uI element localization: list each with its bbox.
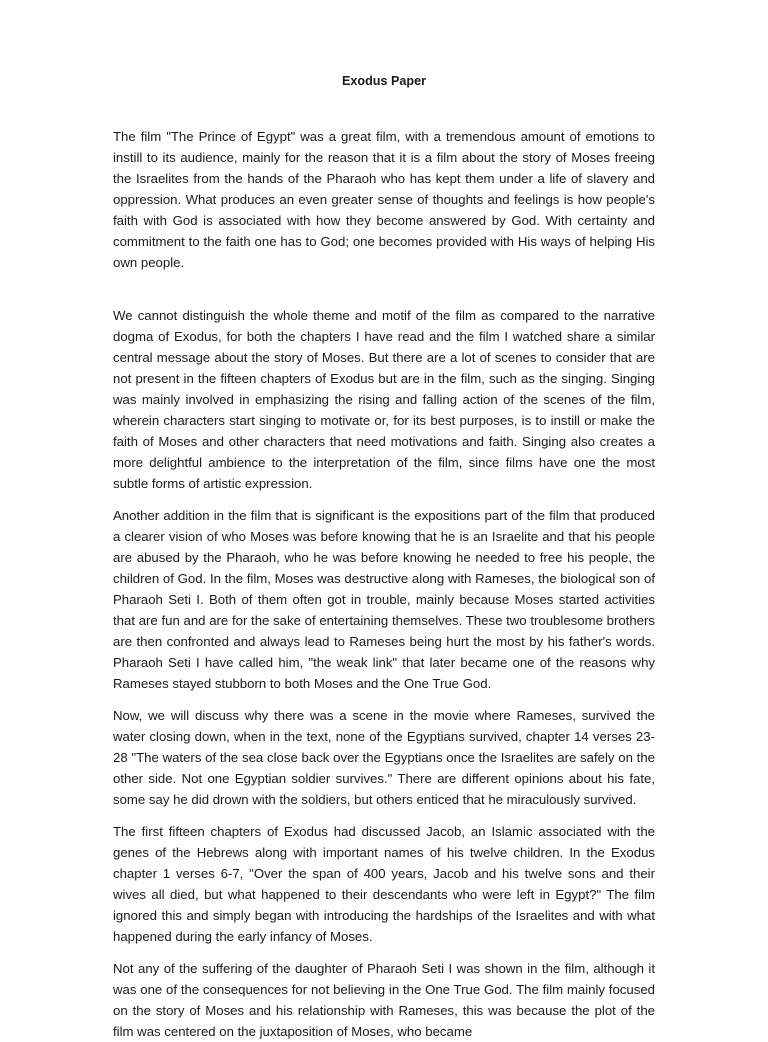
paragraph-3: Another addition in the film that is significant is the expositions part of the film that produced a clearer vision of who Moses was before knowing that he is an Israelite and that his people are abused by the Pharaoh, who he was before knowing he needed to free his people, the children of God. In the film, Moses was destructive along with Rameses, the biological son of Pharaoh Seti I. Both of them often got in trouble, mainly because Moses started activities that are fun and are for the sake of entertaining themselves. These two troublesome brothers are then confronted and always lead to Rameses being hurt the most by his father's words. Pharaoh Seti I have called him, "the weak link" that later became one of the reasons why Rameses stayed stubborn to both Moses and the One True God. <box>113 508 655 691</box>
paragraph-6: Not any of the suffering of the daughter of Pharaoh Seti I was shown in the film, although it was one of the consequences for not believing in the One True God. The film mainly focused on the story of Moses and his relationship with Rameses, this was because the plot of the film was centered on the juxtaposition of Moses, who became <box>113 961 655 1039</box>
paragraph-4: Now, we will discuss why there was a scene in the movie where Rameses, survived the water closing down, when in the text, none of the Egyptians survived, chapter 14 verses 23-28 "The waters of the sea close back over the Egyptians once the Israelites are safely on the other side. Not one Egyptian soldier survives." There are different opinions about his fate, some say he did drown with the soldiers, but others enticed that he miraculously survived. <box>113 708 655 807</box>
paragraph-2: We cannot distinguish the whole theme and motif of the film as compared to the narrative dogma of Exodus, for both the chapters I have read and the film I watched share a similar central message about the story of Moses. But there are a lot of scenes to consider that are not present in the fifteen chapters of Exodus but are in the film, such as the singing. Singing was mainly involved in emphasizing the rising and falling action of the scenes of the film, wherein characters start singing to motivate or, for its best purposes, is to instill or make the faith of Moses and other characters that need motivations and faith. Singing also creates a more delightful ambience to the interpretation of the film, since films have one the most subtle forms of artistic expression. <box>113 308 655 491</box>
document-title: Exodus Paper <box>342 74 426 88</box>
paragraph-1: The film "The Prince of Egypt" was a great film, with a tremendous amount of emotions to instill to its audience, mainly for the reason that it is a film about the story of Moses freeing the Israelites from the hands of the Pharaoh who has kept them under a life of slavery and oppression. What produces an even greater sense of thoughts and feelings is how people's faith with God is associated with how they become answered by God. With certainty and commitment to the faith one has to God; one becomes provided with His ways of helping His own people. <box>113 129 655 270</box>
paragraph-5: The first fifteen chapters of Exodus had discussed Jacob, an Islamic associated with the genes of the Hebrews along with important names of his twelve children. In the Exodus chapter 1 verses 6-7, "Over the span of 400 years, Jacob and his twelve sons and their wives all died, but what happened to their descendants who were left in Egypt?" The film ignored this and simply began with introducing the hardships of the Israelites and with what happened during the early infancy of Moses. <box>113 824 655 944</box>
document-body <box>113 126 655 1042</box>
